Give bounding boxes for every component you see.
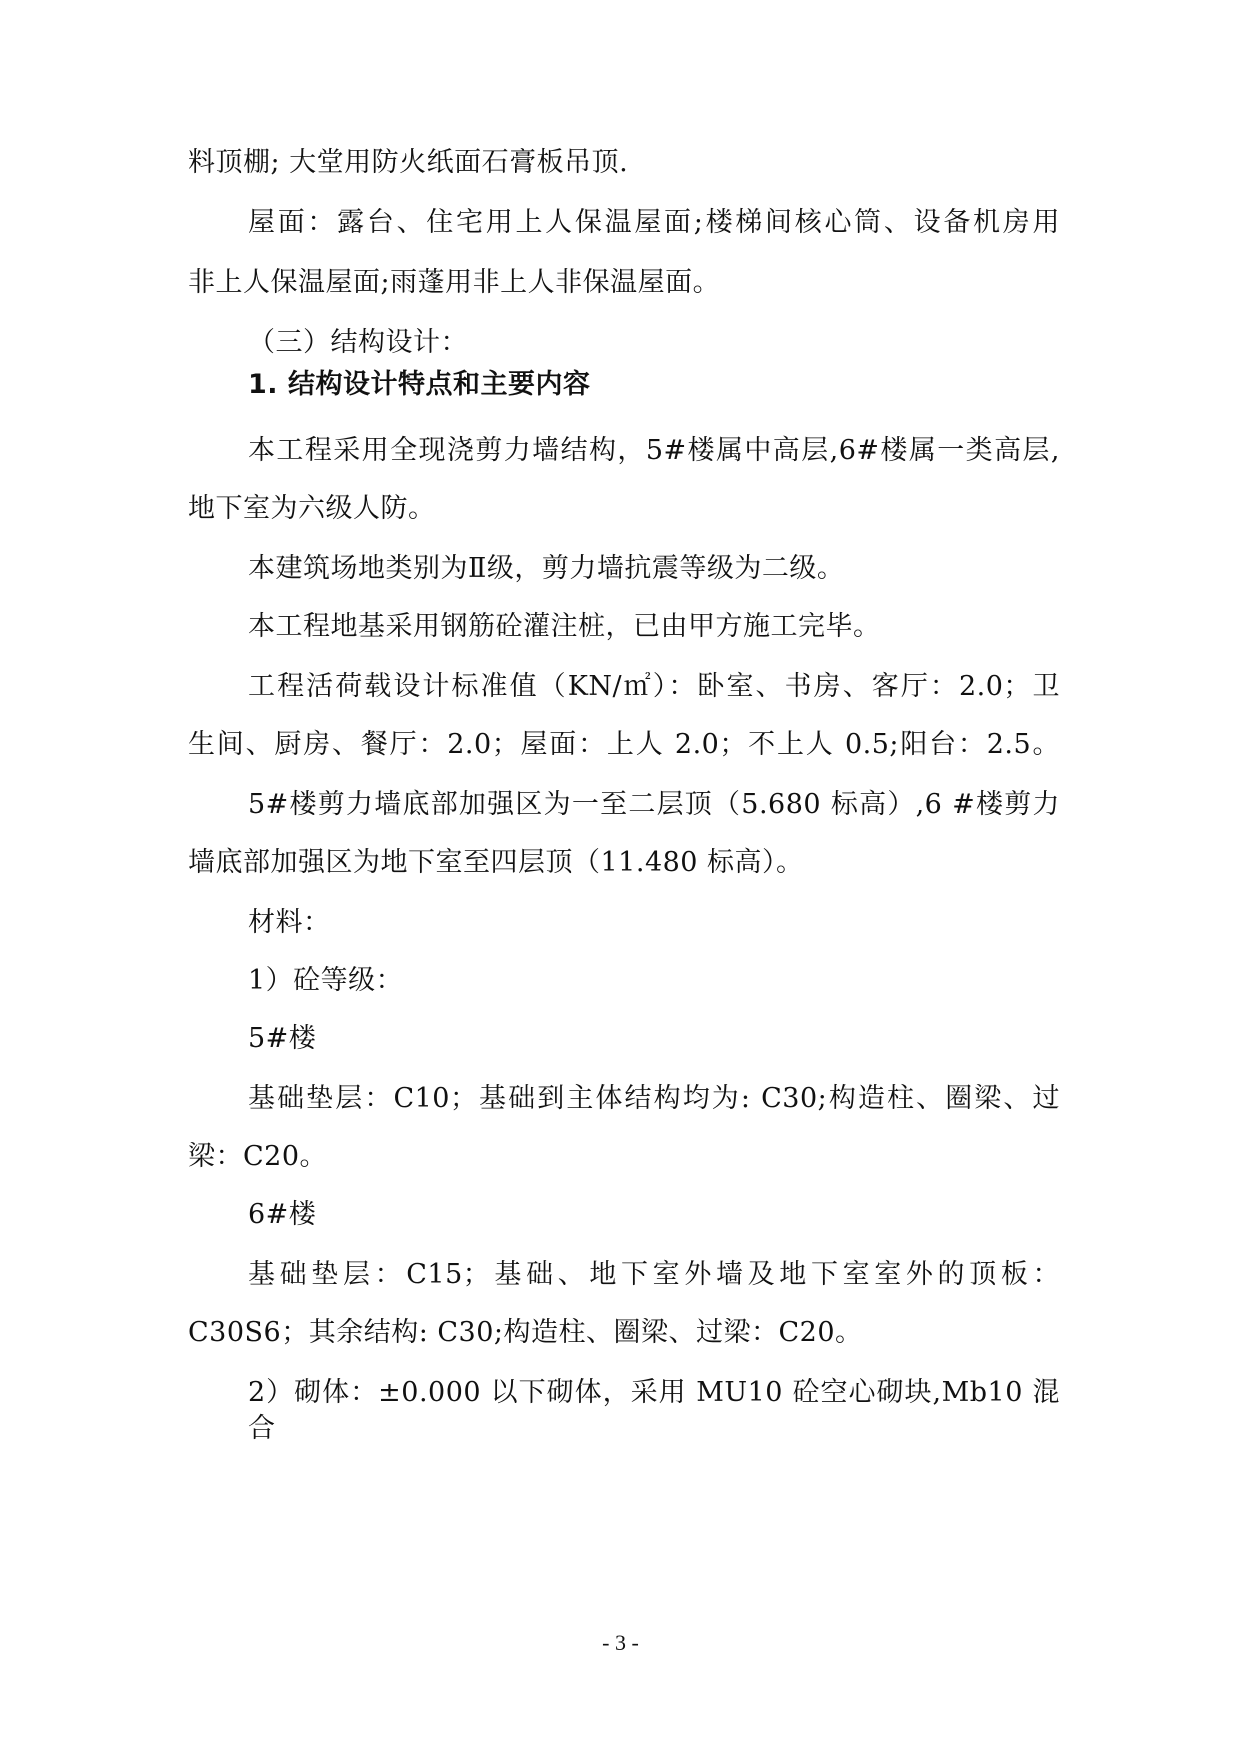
paragraph-live-load-line-1: 工程活荷载设计标准值（KN/㎡）：卧室、书房、客厅：2.0；卫 [248, 671, 1060, 702]
paragraph-building-5-concrete-line-2: 梁：C20。 [188, 1141, 328, 1172]
building-label-6: 6#楼 [248, 1199, 317, 1230]
paragraph-shear-wall-line-1: 5#楼剪力墙底部加强区为一至二层顶（5.680 标高）,6 #楼剪力 [248, 789, 1060, 820]
subsection-heading-structure-features: 1. 结构设计特点和主要内容 [248, 369, 591, 400]
paragraph-live-load-line-2: 生间、厨房、餐厅：2.0；屋面：上人 2.0；不上人 0.5;阳台：2.5。 [188, 729, 1060, 760]
list-item-concrete-grade: 1）砼等级： [248, 965, 404, 996]
text-line-continuation: 料顶棚; 大堂用防火纸面石膏板吊顶. [188, 147, 629, 178]
paragraph-foundation: 本工程地基采用钢筋砼灌注桩，已由甲方施工完毕。 [248, 611, 881, 642]
section-heading-structure: （三）结构设计： [248, 327, 468, 358]
paragraph-building-6-concrete-line-2: C30S6；其余结构: C30;构造柱、圈梁、过梁：C20。 [188, 1317, 863, 1348]
page-number: - 3 - [602, 1630, 639, 1655]
paragraph-materials-label: 材料： [248, 907, 331, 938]
building-label-5: 5#楼 [248, 1023, 317, 1054]
paragraph-roof-line-2: 非上人保温屋面;雨蓬用非上人非保温屋面。 [188, 267, 721, 298]
paragraph-building-6-concrete-line-1: 基础垫层：C15；基础、地下室外墙及地下室室外的顶板： [248, 1259, 1060, 1290]
paragraph-structure-type-line-2: 地下室为六级人防。 [188, 493, 436, 524]
paragraph-roof-line-1: 屋面：露台、住宅用上人保温屋面;楼梯间核心筒、设备机房用 [248, 207, 1060, 238]
list-item-masonry: 2）砌体：±0.000 以下砌体，采用 MU10 砼空心砌块,Mb10 混合 [248, 1377, 1060, 1444]
paragraph-shear-wall-line-2: 墙底部加强区为地下室至四层顶（11.480 标高）。 [188, 847, 804, 878]
paragraph-building-5-concrete-line-1: 基础垫层：C10；基础到主体结构均为: C30;构造柱、圈梁、过 [248, 1083, 1060, 1114]
paragraph-site-class: 本建筑场地类别为Ⅱ级，剪力墙抗震等级为二级。 [248, 553, 845, 584]
paragraph-structure-type-line-1: 本工程采用全现浇剪力墙结构，5#楼属中高层,6#楼属一类高层, [248, 435, 1060, 466]
